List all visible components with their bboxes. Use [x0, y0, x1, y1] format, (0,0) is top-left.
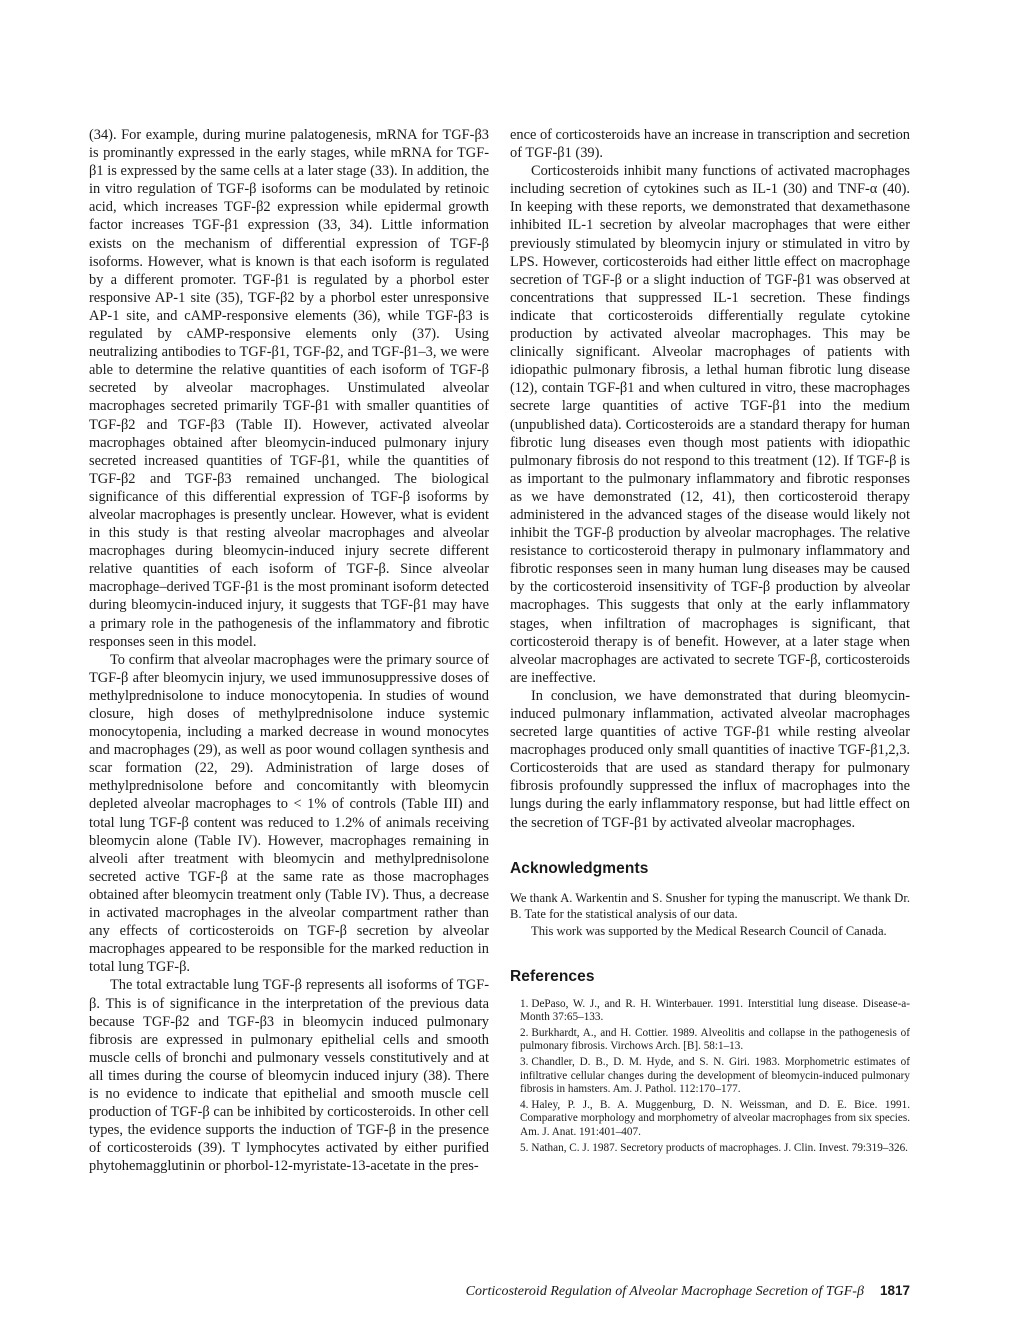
acknowledgments-heading: Acknowledgments — [510, 859, 649, 877]
reference-text: Chandler, D. B., D. M. Hyde, and S. N. Giri. 1983. Morphometric estimates of infiltrative cellular changes during the development of bleomycin-induced pulmonary fibrosis in hamsters. Am. J. Pathol. 112:170–177. — [520, 1056, 910, 1096]
page-number: 1817 — [879, 1283, 910, 1298]
reference-number: 3. — [520, 1056, 529, 1068]
right-column — [510, 126, 910, 1157]
body-paragraph: To confirm that alveolar macrophages were the primary source of TGF-β after bleomycin injury, we used immunosuppressive doses of methylprednisolone to induce monocytopenia. In studies of wound closure, high doses of methylprednisolone induce systemic monocytopenia, including a marked decrease in wound monocytes and macrophages (29), as well as poor wound collagen synthesis and scar formation (22, 29). Administration of large doses of methylprednisolone before and concomitantly with bleomycin depleted alveolar macrophages to < 1% of controls (Table III) and total lung TGF-β content was reduced to 1.2% of animals receiving bleomycin alone (Table IV). However, macrophages remaining in alveoli after treatment with bleomycin and methylprednisolone secreted active TGF-β at the same rate as those macrophages obtained after bleomycin treatment only (Table IV). Thus, a decrease in activated macrophages in the alveolar compartment rather than any effects of corticosteroids on TGF-β secretion by alveolar macrophages appeared to be responsible for the marked reduction in total lung TGF-β. — [89, 651, 489, 976]
body-paragraph: ence of corticosteroids have an increase in transcription and secretion of TGF-β1 (39). — [510, 127, 910, 162]
reference-number: 4. — [520, 1098, 529, 1111]
reference-item — [510, 1027, 910, 1054]
acknowledgments-section — [510, 890, 910, 940]
references-heading: References — [510, 967, 595, 985]
reference-item — [510, 1099, 910, 1140]
body-paragraph: (34). For example, during murine palatogenesis, mRNA for TGF-β3 is prominantly expressed in the early stages, while mRNA for TGF-β1 is expressed by the same cells at a later stage (33). In addition, the in vitro regulation of TGF-β isoforms can be modulated by retinoic acid, which increases TGF-β2 expression while epidermal growth factor increases TGF-β1 expression (33, 34). Little information exists on the mechanism of differential expression of TGF-β isoforms. However, what is known is that each isoform is regulated by a different promoter. TGF-β1 is regulated by a phorbol ester responsive AP-1 site (35), TGF-β2 by a phorbol ester unresponsive AP-1 site, and cAMP-responsive elements (36), while TGF-β3 is regulated by cAMP-responsive elements only (37). Using neutralizing antibodies to TGF-β1, TGF-β2, and TGF-β1–3, we were able to determine the relative quantities of each isoform of TGF-β secreted by alveolar macrophages. Unstimulated alveolar macrophages secreted primarily TGF-β1 with smaller quantities of TGF-β2 and TGF-β3 (Table II). However, activated alveolar macrophages obtained after bleomycin-induced pulmonary injury secreted increased quantities of TGF-β1, while the quantities of TGF-β2 and TGF-β3 remained unchanged. The biological significance of this differential expression of TGF-β isoforms by alveolar macrophages is presently unclear. However, what is evident in this study is that resting alveolar macrophages and alveolar macrophages during bleomycin-induced injury secrete different relative quantities of each isoform of TGF-β. Since alveolar macrophage–derived TGF-β1 is the most prominant isoform detected during bleomycin-induced injury, it suggests that TGF-β1 may have a primary role in the pathogenesis of the inflammatory and fibrotic responses seen in this model. — [89, 127, 489, 650]
left-column — [89, 126, 489, 1175]
reference-text: Nathan, C. J. 1987. Secretory products of macrophages. J. Clin. Invest. 79:319–326. — [531, 1141, 908, 1154]
reference-item — [510, 998, 910, 1025]
page-footer — [450, 1283, 910, 1300]
running-title: Corticosteroid Regulation of Alveolar Macrophage Secretion of TGF-β — [465, 1284, 864, 1299]
body-paragraph: Corticosteroids inhibit many functions of activated macrophages including secretion of cytokines such as IL-1 (30) and TNF-α (40). In keeping with these reports, we demonstrated that dexamethasone inhibited IL-1 secretion by alveolar macrophages that were either previously stimulated by bleomycin injury or stimulated in vitro by LPS. However, corticosteroids had either little effect on macrophage secretion of TGF-β or a slight induction of TGF-β1 was observed at concentrations that suppressed IL-1 secretion. These findings indicate that corticosteroids differentially regulate cytokine production by activated alveolar macrophages. This may be clinically significant. Alveolar macrophages of patients with idiopathic pulmonary fibrosis, a lethal human fibrotic lung disease (12), contain TGF-β1 and when cultured in vitro, these macrophages secrete large quantities of active TGF-β1 into the medium (unpublished data). Corticosteroids are a standard therapy for human fibrotic lung diseases even though most patients with idiopathic pulmonary fibrosis do not respond to this treatment (12). If TGF-β is as important to the pulmonary inflammatory and fibrotic responses as we have demonstrated (12, 41), then corticosteroid therapy administered in the advanced stages of the disease would likely not inhibit the TGF-β production by alveolar macrophages. The relative resistance to corticosteroid therapy in pulmonary inflammatory and fibrotic responses seen in many human lung diseases may be caused by the corticosteroid insensitivity of TGF-β production by alveolar macrophages. This suggests that only at the early inflammatory stages, when infiltration of macrophages is significant, that corticosteroid therapy is of benefit. However, at a later stage when alveolar macrophages are activated to secrete TGF-β, corticosteroids are ineffective. — [510, 163, 910, 686]
body-paragraph: The total extractable lung TGF-β represents all isoforms of TGF-β. This is of significance in the interpretation of the previous data because TGF-β2 and TGF-β3 in bleomycin induced pulmonary fibrosis are expressed in pulmonary epithelial cells and smooth muscle cells of bronchi and pulmonary vessels constitutively and at all times during the course of bleomycin induced injury (38). There is no evidence to indicate that epithelial and smooth muscle cell production of TGF-β can be inhibited by corticosteroids. In other cell types, the evidence supports the induction of TGF-β in the presence of corticosteroids (39). T lymphocytes activated by either purified phytohemagglutinin or phorbol-12-myristate-13-acetate in the pres- — [89, 977, 489, 1175]
body-paragraph: In conclusion, we have demonstrated that during bleomycin-induced pulmonary inflammation, activated alveolar macrophages secreted large quantities of active TGF-β1 while resting alveolar macrophages produced only small quantities of inactive TGF-β1,2,3. Corticosteroids that are used as standard therapy for pulmonary fibrosis profoundly suppressed the influx of macrophages into the lungs during the early inflammatory response, but had little effect on the secretion of TGF-β1 by activated alveolar macrophages. — [510, 687, 910, 831]
acknowledgments-paragraph: We thank A. Warkentin and S. Snusher for typing the manuscript. We thank Dr. B. Tate for the statistical analysis of our data. — [510, 890, 910, 922]
reference-item — [510, 1056, 910, 1097]
reference-text: Burkhardt, A., and H. Cottier. 1989. Alveolitis and collapse in the pathogenesis of pulmonary fibrosis. Virchows Arch. [B]. 58:1–13. — [520, 1026, 910, 1053]
reference-text: Haley, P. J., B. A. Muggenburg, D. N. Weissman, and D. E. Bice. 1991. Comparative morphology and morphometry of alveolar macrophages from six species. Am. J. Anat. 191:401–407. — [520, 1098, 910, 1138]
reference-number: 1. — [520, 997, 529, 1010]
reference-number: 2. — [520, 1026, 529, 1039]
reference-number: 5. — [520, 1141, 529, 1154]
references-list — [510, 998, 910, 1156]
reference-item — [510, 1142, 910, 1156]
reference-text: DePaso, W. J., and R. H. Winterbauer. 1991. Interstitial lung disease. Disease-a-Month 37:65–133. — [520, 997, 910, 1024]
acknowledgments-paragraph: This work was supported by the Medical Research Council of Canada. — [531, 923, 887, 938]
